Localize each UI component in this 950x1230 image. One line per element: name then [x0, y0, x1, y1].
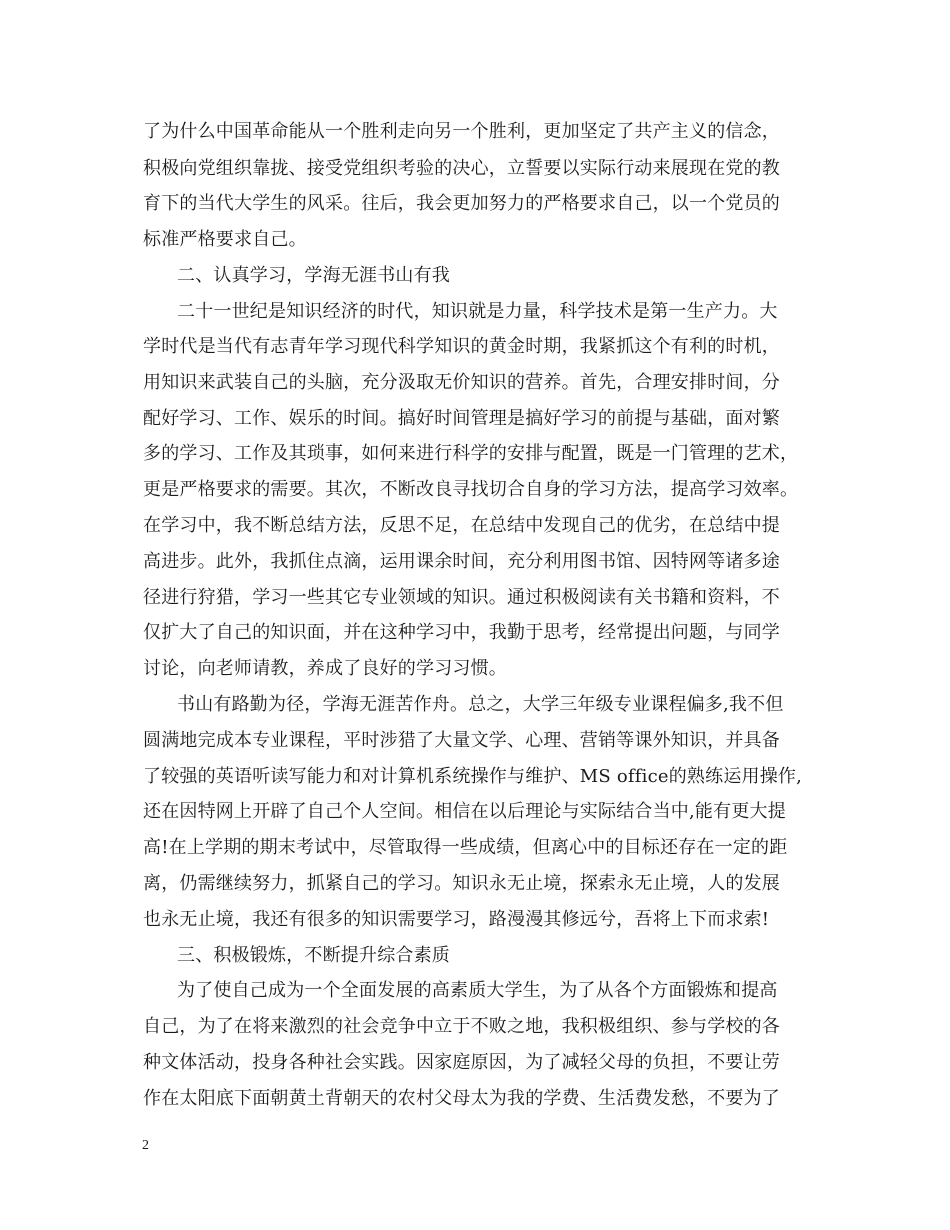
text-line: 自己，为了在将来激烈的社会竞争中立于不败之地，我积极组织、参与学校的各: [143, 1016, 780, 1037]
text-line: 径进行狩猎，学习一些其它专业领域的知识。通过积极阅读有关书籍和资料，不: [143, 587, 780, 608]
paragraph-first-line: 二十一世纪是知识经济的时代，知识就是力量，科学技术是第一生产力。大: [177, 301, 778, 322]
section-heading: 三、积极锻炼，不断提升综合素质: [177, 945, 450, 966]
text-line: 学时代是当代有志青年学习现代科学知识的黄金时期，我紧抓这个有利的时机，: [143, 336, 780, 357]
text-line: 高!在上学期的期末考试中，尽管取得一些成绩，但离心中的目标还存在一定的距: [143, 837, 788, 858]
text-line: 了为什么中国革命能从一个胜利走向另一个胜利，更加坚定了共产主义的信念，: [143, 121, 780, 142]
paragraph-first-line: 书山有路勤为径，学海无涯苦作舟。总之，大学三年级专业课程偏多,我不但: [177, 694, 784, 715]
text-line: 用知识来武装自己的头脑，充分汲取无价知识的营养。首先，合理安排时间，分: [143, 372, 780, 393]
text-line: 配好学习、工作、娱乐的时间。搞好时间管理是搞好学习的前提与基础，面对繁: [143, 408, 780, 429]
text-line: 了较强的英语听读写能力和对计算机系统操作与维护、MS office的熟练运用操作,: [143, 766, 803, 787]
paragraph-first-line: 为了使自己成为一个全面发展的高素质大学生，为了从各个方面锻炼和提高: [177, 980, 778, 1001]
text-line: 离，仍需继续努力，抓紧自己的学习。知识永无止境，探索永无止境，人的发展: [143, 873, 780, 894]
text-line: 圆满地完成本专业课程，平时涉猎了大量文学、心理、营销等课外知识，并具备: [143, 730, 780, 751]
text-line: 更是严格要求的需要。其次，不断改良寻找切合自身的学习方法，提高学习效率。: [143, 479, 799, 500]
text-line: 多的学习、工作及其琐事，如何来进行科学的安排与配置，既是一门管理的艺术，: [143, 443, 799, 464]
text-line: 积极向党组织靠拢、接受党组织考验的决心，立誓要以实际行动来展现在党的教: [143, 158, 780, 179]
text-line: 高进步。此外，我抓住点滴，运用课余时间，充分利用图书馆、因特网等诸多途: [143, 551, 780, 572]
text-line: 讨论，向老师请教，养成了良好的学习习惯。: [143, 658, 507, 679]
page-number: 2: [142, 1138, 149, 1153]
text-line: 在学习中，我不断总结方法，反思不足，在总结中发现自己的优劣，在总结中提: [143, 515, 780, 536]
text-line: 还在因特网上开辟了自己个人空间。相信在以后理论与实际结合当中,能有更大提: [143, 801, 786, 822]
text-line: 仅扩大了自己的知识面，并在这种学习中，我勤于思考，经常提出问题，与同学: [143, 622, 780, 643]
text-line: 也永无止境，我还有很多的知识需要学习，路漫漫其修远兮，吾将上下而求索!: [143, 909, 770, 930]
text-line: 作在太阳底下面朝黄土背朝天的农村父母太为我的学费、生活费发愁，不要为了: [143, 1088, 780, 1109]
text-line: 育下的当代大学生的风采。往后，我会更加努力的严格要求自己，以一个党员的: [143, 193, 780, 214]
text-line: 标准严格要求自己。: [143, 229, 307, 250]
text-line: 种文体活动，投身各种社会实践。因家庭原因，为了减轻父母的负担，不要让劳: [143, 1052, 780, 1073]
section-heading: 二、认真学习，学海无涯书山有我: [177, 265, 450, 286]
